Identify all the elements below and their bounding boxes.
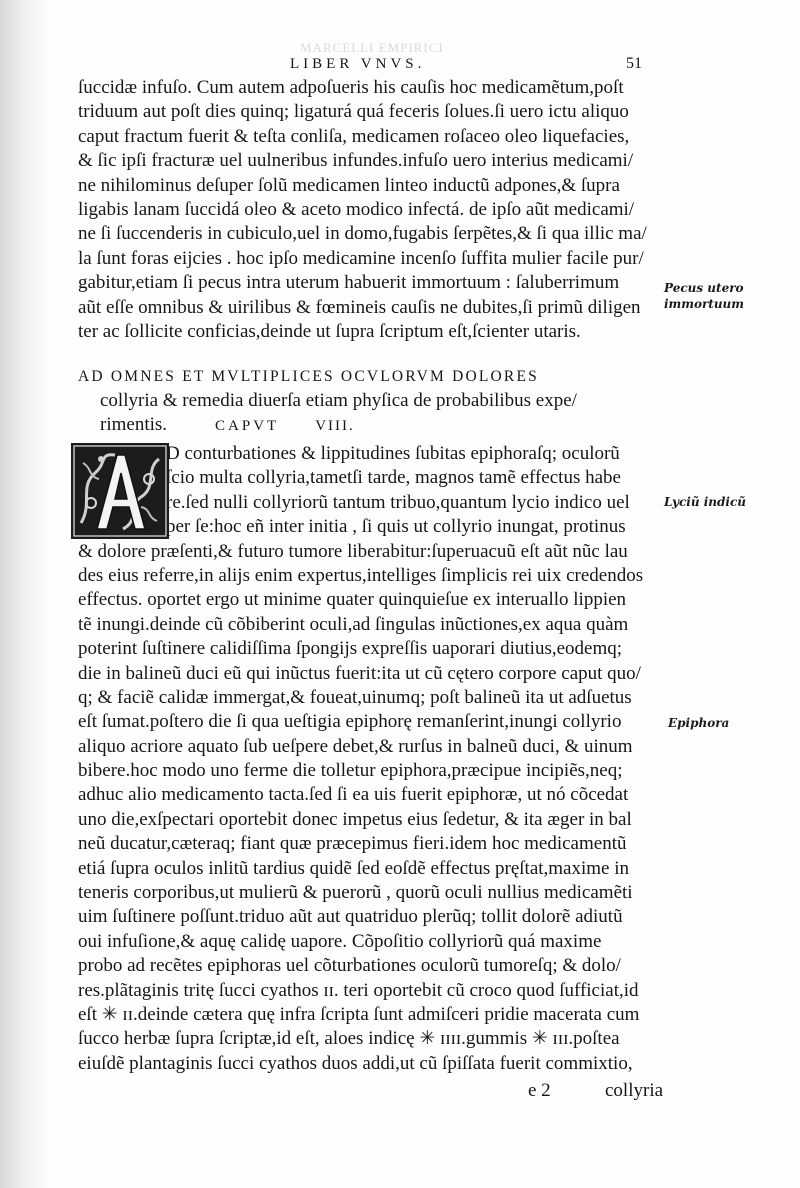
folio-number: 51 [626, 55, 642, 72]
text-line: triduum aut poſt dies quinq; ligaturá quá feceris ſolues.ſi uero ictu aliquo [78, 101, 629, 123]
text-line: etiá ſupra oculos inlitũ tardius quidẽ ſed eoſdẽ effectus pręſtat,maxime in [78, 857, 630, 879]
text-line: per ſe:hoc eñ inter initia , ſi quis ut collyrio inungat, protinus [166, 516, 626, 538]
text-line: gabitur,etiam ſi pecus intra uterum habuerit immortuum : ſaluberrimum [78, 272, 620, 294]
text-line: la ſunt foras eijcies . hoc ipſo medicamine incenſo ſuffita mulier facile pur/ [78, 247, 644, 269]
text-block-1 [78, 76, 658, 344]
page-edge-shadow [0, 0, 52, 1188]
text-line: ne nihilominus deſuper ſolũ medicamen linteo inductũ adpones,& ſupra [78, 174, 620, 196]
text-line: ſucco herbæ ſupra ſcriptæ,id eſt, aloes indicę ✳ ɪɪɪɪ.gummis ✳ ɪɪɪ.poſtea [78, 1028, 620, 1050]
margin-note-lycium: Lyciũ indicũ [664, 495, 747, 509]
heading-line-3-text: rimentis. [100, 414, 168, 435]
text-line: caput fractum fuerit & teſta conliſa, medicamen roſaceo oleo liquefacies, [78, 125, 630, 147]
heading-line-1: AD OMNES ET MVLTIPLICES OCVLORVM DOLORES [78, 368, 539, 385]
heading-line-3 [78, 414, 658, 438]
text-line: q; & faciẽ calidæ immergat,& foueat,uinumq; poſt balineũ ita ut adſuetus [78, 686, 632, 708]
text-line: die in balineũ duci eũ qui inũctus fuerit:ita ut cũ cętero corpore caput quo/ [78, 662, 641, 684]
text-block-2 [78, 442, 658, 1076]
text-line: res.plãtaginis tritę ſucci cyathos ɪɪ. teri oportebit cũ croco quod ſufficiat,id [78, 979, 639, 1001]
text-line: oui infuſione,& aquę calidę uapore. Cõpoſitio collyriorũ quá maxime [78, 930, 602, 952]
text-line: ligabis lanam ſuccidá oleo & aceto modico infectá. de ipſo aũt medicami/ [78, 198, 635, 220]
text-line: ne ſi ſuccenderis in cubiculo,uel in domo,fugabis ſerpẽtes,& ſi qua illic ma/ [78, 223, 647, 245]
text-line: tẽ inungi.deinde cũ cõbiberint oculi,ad ſingulas inũctiones,ex aqua quàm [78, 613, 629, 635]
text-line: ſuccidæ infuſo. Cum autem adpoſueris his cauſis hoc medicamẽtum,poſt [78, 77, 624, 98]
text-line: aliquo acriore aquato ſub ueſpere debet,& rurſus in balneũ duci, & uinum [78, 735, 633, 757]
signature-mark: e 2 [528, 1080, 551, 1101]
text-line: & ſic ipſi fracturæ uel uulneribus infundes.infuſo uero interius medicami/ [78, 150, 634, 172]
text-line: probo ad recẽtes epiphoras uel cõturbationes oculorũ tumoreſq; & dolo/ [78, 955, 621, 977]
text-line: D conturbationes & lippitudines ſubitas epiphoraſq; oculorũ [166, 443, 620, 464]
text-line: teneris corporibus,ut mulierũ & puerorũ , quorũ oculi nullius medicamẽti [78, 882, 633, 904]
catchword: collyria [605, 1080, 664, 1101]
caput-number: VIII. [315, 418, 355, 434]
heading-line-2: collyria & remedia diuerſa etiam phyſica de probabilibus expe/ [100, 390, 577, 411]
running-head: LIBER VNVS. [290, 56, 426, 72]
text-line: neũ ducatur,cæteraq; fiant quæ præcepimus fieri.idem hoc medicamentũ [78, 833, 627, 855]
text-line: eſt ✳ ɪɪ.deinde cætera quę infra ſcripta ſunt admiſceri pridie macerata cum [78, 1003, 640, 1025]
margin-note-pecus [664, 280, 744, 312]
margin-note-epiphora: Epiphora [668, 716, 730, 730]
text-line: eſt ſumat.poſtero die ſi qua ueſtigia epiphorę remanſerint,inungi collyrio [78, 711, 622, 733]
margin-note-line: immortuum [664, 297, 744, 311]
show-through-text: MARCELLI EMPIRICI [300, 40, 444, 55]
margin-note-line: Pecus utero [664, 281, 744, 295]
chapter-heading [78, 368, 658, 438]
text-line: bibere.hoc modo uno ferme die tolletur epiphora,præcipue incipiẽs,neq; [78, 760, 623, 782]
text-line: eiuſdẽ plantaginis ſucci cyathos duos addi,ut cũ ſpiſſata fuerit commixtio, [78, 1052, 633, 1074]
text-line: des eius referre,in alijs enim expertus,intelliges ſimplicis rei uix credendos [78, 564, 644, 586]
text-line: ſcio multa collyria,tametſi tarde, magnos tamẽ effectus habe [166, 467, 621, 489]
text-line: adhuc alio medicamento tacta.ſed ſi ea uis fuerit epiphoræ, ut nó cõcedat [78, 784, 629, 806]
caput-label: CAPVT [215, 418, 280, 434]
text-line: aũt eſſe omnibus & uirilibus & fœmineis cauſis ne dubites,ſi primũ diligen [78, 296, 641, 318]
text-line: & dolore præſenti,& futuro tumore liberabitur:ſuperuacuũ eſt aũt nũc lau [78, 540, 628, 562]
text-line: uim ſuſtinere poſſunt.triduo aũt aut quatriduo plerũq; tollit dolorẽ adiutũ [78, 906, 623, 928]
text-line: re.ſed nulli collyriorũ tantum tribuo,quantum lycio indico uel [166, 491, 630, 513]
text-line: uno die,exſpectari oportebit donec impetus eius ſedetur, & ita æger in bal [78, 808, 632, 830]
text-line: effectus. oportet ergo ut minime quater quinquieſue ex interuallo lippien [78, 589, 627, 611]
text-line: ter ac ſollicite conficias,deinde ut ſupra ſcriptum eſt,ſcienter utaris. [78, 320, 581, 342]
text-line: poterint ſuſtinere calidiſſima ſpongijs expreſſis uaporari diutius,eodemq; [78, 638, 623, 660]
